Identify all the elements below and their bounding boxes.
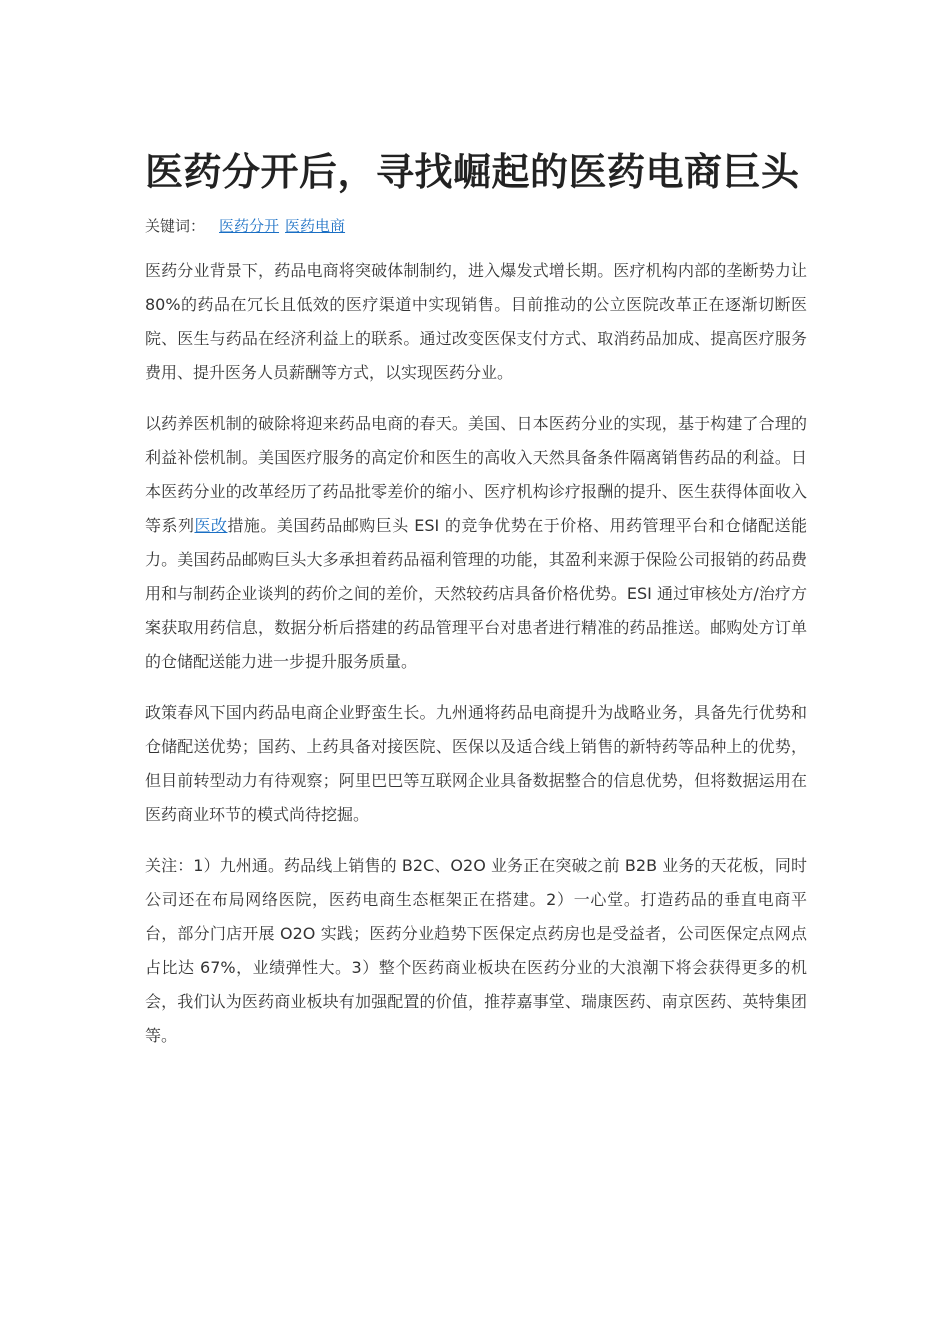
article-title: 医药分开后，寻找崛起的医药电商巨头 [145,150,800,194]
paragraph-1: 医药分业背景下，药品电商将突破体制制约，进入爆发式增长期。医疗机构内部的垄断势力让 80%的药品在冗长且低效的医疗渠道中实现销售。目前推动的公立医院改革正在逐渐切断医院、医生与药品在经济利益上的联系。通过改变医保支付方式、取消药品加成、提高医疗服务费用、提升医务人员薪酬等方式，以实现医药分业。 [145,261,807,382]
paragraph-4: 关注：1）九州通。药品线上销售的 B2C、O2O 业务正在突破之前 B2B 业务的天花板，同时公司还在布局网络医院，医药电商生态框架正在搭建。2）一心堂。打造药品的垂直电商平台，部分门店开展 O2O 实践；医药分业趋势下医保定点药房也是受益者，公司医保定点网点占比达 67%，业绩弹性大。3）整个医药商业板块在医药分业的大浪潮下将会获得更多的机会，我们认为医药商业板块有加强配置的价值，推荐嘉事堂、瑞康医药、南京医药、英特集团等。 [145,856,807,1045]
inline-link-yigai[interactable]: 医改 [194,516,228,535]
keyword-link-yiyao-dianshang[interactable]: 医药电商 [285,217,346,235]
keyword-link-yiyao-fenkai[interactable]: 医药分开 [219,217,280,235]
article-body [145,254,805,1053]
keywords-row [145,215,805,237]
paragraph-2-text-before: 以药养医机制的破除将迎来药品电商的春天。美国、日本医药分业的实现，基于构建了合理的利益补偿机制。美国医疗服务的高定价和医生的高收入天然具备条件隔离销售药品的利益。日本医药分业的改革经历了药品批零差价的缩小、医疗机构诊疗报酬的提升、医生获得体面收入等系列 [145,414,807,535]
paragraph-2 [145,407,807,679]
paragraph-3: 政策春风下国内药品电商企业野蛮生长。九州通将药品电商提升为战略业务，具备先行优势和仓储配送优势；国药、上药具备对接医院、医保以及适合线上销售的新特药等品种上的优势，但目前转型动力有待观察；阿里巴巴等互联网企业具备数据整合的信息优势，但将数据运用在医药商业环节的模式尚待挖掘。 [145,703,807,824]
keywords-label: 关键词： [145,217,206,235]
paragraph-2-text-after: 措施。美国药品邮购巨头 ESI 的竞争优势在于价格、用药管理平台和仓储配送能力。美国药品邮购巨头大多承担着药品福利管理的功能，其盈利来源于保险公司报销的药品费用和与制药企业谈判的药价之间的差价，天然较药店具备价格优势。ESI 通过审核处方/治疗方案获取用药信息，数据分析后搭建的药品管理平台对患者进行精准的药品推送。邮购处方订单的仓储配送能力进一步提升服务质量。 [145,516,807,671]
